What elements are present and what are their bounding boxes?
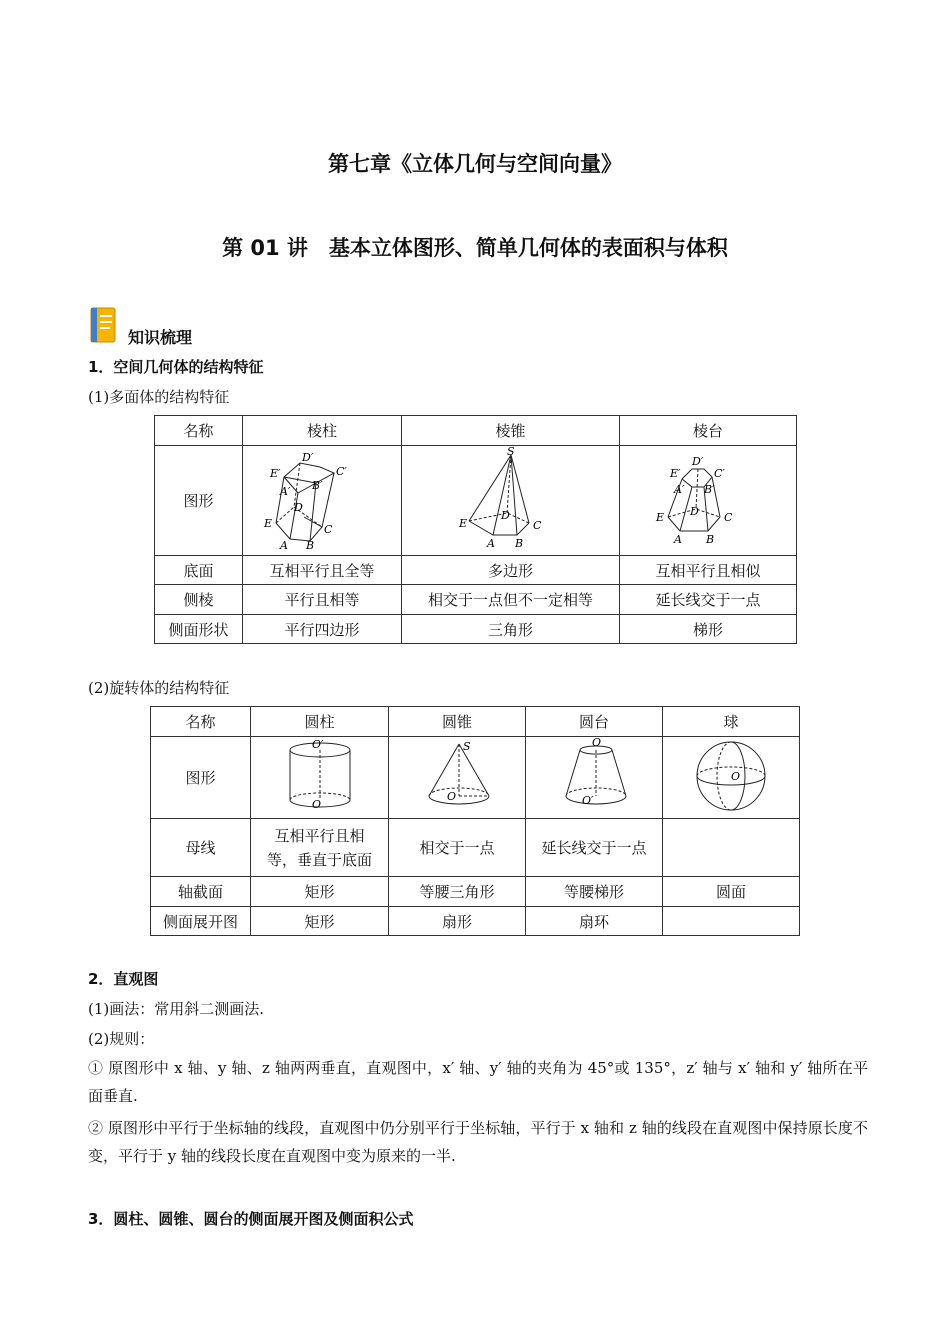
header-cell: 棱锥 [402, 416, 620, 446]
generatrix-line1: 互相平行且相 [274, 826, 365, 845]
generatrix-line2: 等，垂直于底面 [266, 850, 372, 869]
table-cell: 等腰梯形 [526, 877, 663, 907]
table-cell: 圆面 [663, 877, 800, 907]
svg-text:O: O [731, 769, 741, 783]
svg-text:C′: C′ [336, 464, 347, 478]
table-cell: 扇形 [389, 907, 526, 936]
row-label: 图形 [155, 446, 243, 556]
sphere-figure [671, 738, 791, 814]
row-label: 轴截面 [151, 877, 251, 907]
svg-text:A′: A′ [280, 484, 291, 498]
section2-heading: 2．直观图 [88, 970, 159, 988]
section1-sub1: (1)多面体的结构特征 [88, 388, 230, 406]
svg-text:D: D [500, 508, 510, 522]
section1-sub2: (2)旋转体的结构特征 [88, 679, 230, 697]
section2-rule1: ① 原图形中 x 轴、y 轴、z 轴两两垂直，直观图中，x′ 轴、y′ 轴的夹角为 45°或 135°，z′ 轴与 x′ 轴和 y′ 轴所在平面垂直. [88, 1059, 868, 1105]
svg-text:A: A [280, 538, 288, 551]
table-cell: 平行且相等 [243, 585, 402, 615]
table-cell: 延长线交于一点 [620, 585, 797, 615]
frustum-cone-figure [534, 738, 654, 814]
polyhedron-table [154, 415, 797, 644]
row-label: 侧面展开图 [151, 907, 251, 936]
prism-figure-cell [243, 446, 402, 556]
svg-text:O′: O′ [582, 793, 594, 807]
svg-text:D′: D′ [692, 454, 704, 468]
lecture-title: 第 01 讲 基本立体图形、简单几何体的表面积与体积 [222, 236, 728, 260]
frustum-figure-cell [620, 446, 797, 556]
table-cell: 多边形 [402, 556, 620, 585]
header-cell: 圆柱 [251, 707, 389, 737]
svg-text:D′: D′ [302, 450, 314, 464]
table-cell [663, 819, 800, 877]
table-cell: 矩形 [251, 877, 389, 907]
svg-text:S: S [506, 446, 515, 458]
pyramid-figure-cell [402, 446, 620, 556]
table-cell: 平行四边形 [243, 615, 402, 644]
svg-text:B: B [306, 538, 315, 551]
rotation-body-table [150, 706, 800, 936]
book-icon [88, 306, 122, 346]
header-cell: 棱柱 [243, 416, 402, 446]
svg-text:D: D [690, 504, 699, 518]
pyramid-figure [451, 447, 571, 551]
cone-figure [397, 738, 517, 814]
table-cell: 延长线交于一点 [526, 819, 663, 877]
chapter-title: 第七章《立体几何与空间向量》 [328, 152, 622, 176]
cone-figure-cell [389, 737, 526, 819]
table-cell: 互相平行且全等 [243, 556, 402, 585]
svg-text:E′: E′ [270, 466, 281, 480]
svg-text:B′: B′ [312, 478, 323, 492]
cylinder-figure-cell [251, 737, 389, 819]
prism-figure [262, 447, 382, 551]
svg-text:C: C [324, 522, 333, 536]
svg-text:C: C [532, 518, 541, 532]
header-cell: 棱台 [620, 416, 797, 446]
table-cell [663, 907, 800, 936]
sphere-figure-cell [663, 737, 800, 819]
svg-text:E: E [264, 516, 273, 530]
svg-text:O: O [447, 789, 457, 803]
svg-text:C′: C′ [714, 466, 725, 480]
svg-text:A: A [674, 532, 682, 546]
svg-text:E: E [656, 510, 665, 524]
section2-line2: (2)规则： [88, 1030, 155, 1048]
table-cell: 三角形 [402, 615, 620, 644]
header-cell: 圆锥 [389, 707, 526, 737]
frustum-cone-figure-cell [526, 737, 663, 819]
svg-text:A: A [486, 536, 495, 550]
row-label: 侧棱 [155, 585, 243, 615]
table-cell: 扇环 [526, 907, 663, 936]
table-cell: 相交于一点但不一定相等 [402, 585, 620, 615]
section2-rule2: ② 原图形中平行于坐标轴的线段，直观图中仍分别平行于坐标轴，平行于 x 轴和 z 轴的线段在直观图中保持原长度不变，平行于 y 轴的线段长度在直观图中变为原来的一半. [88, 1119, 868, 1165]
table-cell: 等腰三角形 [389, 877, 526, 907]
section2-line1: (1)画法：常用斜二测画法. [88, 1000, 265, 1018]
header-cell: 球 [663, 707, 800, 737]
svg-text:E: E [458, 516, 467, 530]
frustum-figure [648, 447, 768, 551]
svg-text:A′: A′ [674, 482, 685, 496]
section3-heading: 3．圆柱、圆锥、圆台的侧面展开图及侧面积公式 [88, 1210, 414, 1228]
header-cell: 名称 [151, 707, 251, 737]
section-badge: 知识梳理 [128, 328, 193, 347]
table-cell: 相交于一点 [389, 819, 526, 877]
svg-text:O′: O′ [311, 737, 324, 751]
cylinder-figure [260, 738, 380, 814]
svg-text:O: O [311, 797, 321, 811]
svg-text:B: B [706, 532, 715, 546]
svg-text:B′: B′ [704, 482, 715, 496]
svg-text:E′: E′ [670, 466, 681, 480]
section1-heading: 1．空间几何体的结构特征 [88, 358, 264, 376]
row-label: 底面 [155, 556, 243, 585]
row-label: 母线 [151, 819, 251, 877]
svg-text:B: B [514, 536, 523, 550]
svg-text:C: C [724, 510, 733, 524]
svg-text:O: O [592, 737, 602, 749]
table-cell [251, 819, 389, 877]
table-cell: 互相平行且相似 [620, 556, 797, 585]
row-label: 侧面形状 [155, 615, 243, 644]
header-cell: 名称 [155, 416, 243, 446]
table-cell: 梯形 [620, 615, 797, 644]
svg-text:D: D [294, 500, 303, 514]
table-cell: 矩形 [251, 907, 389, 936]
row-label: 图形 [151, 737, 251, 819]
svg-text:S: S [463, 739, 471, 753]
header-cell: 圆台 [526, 707, 663, 737]
